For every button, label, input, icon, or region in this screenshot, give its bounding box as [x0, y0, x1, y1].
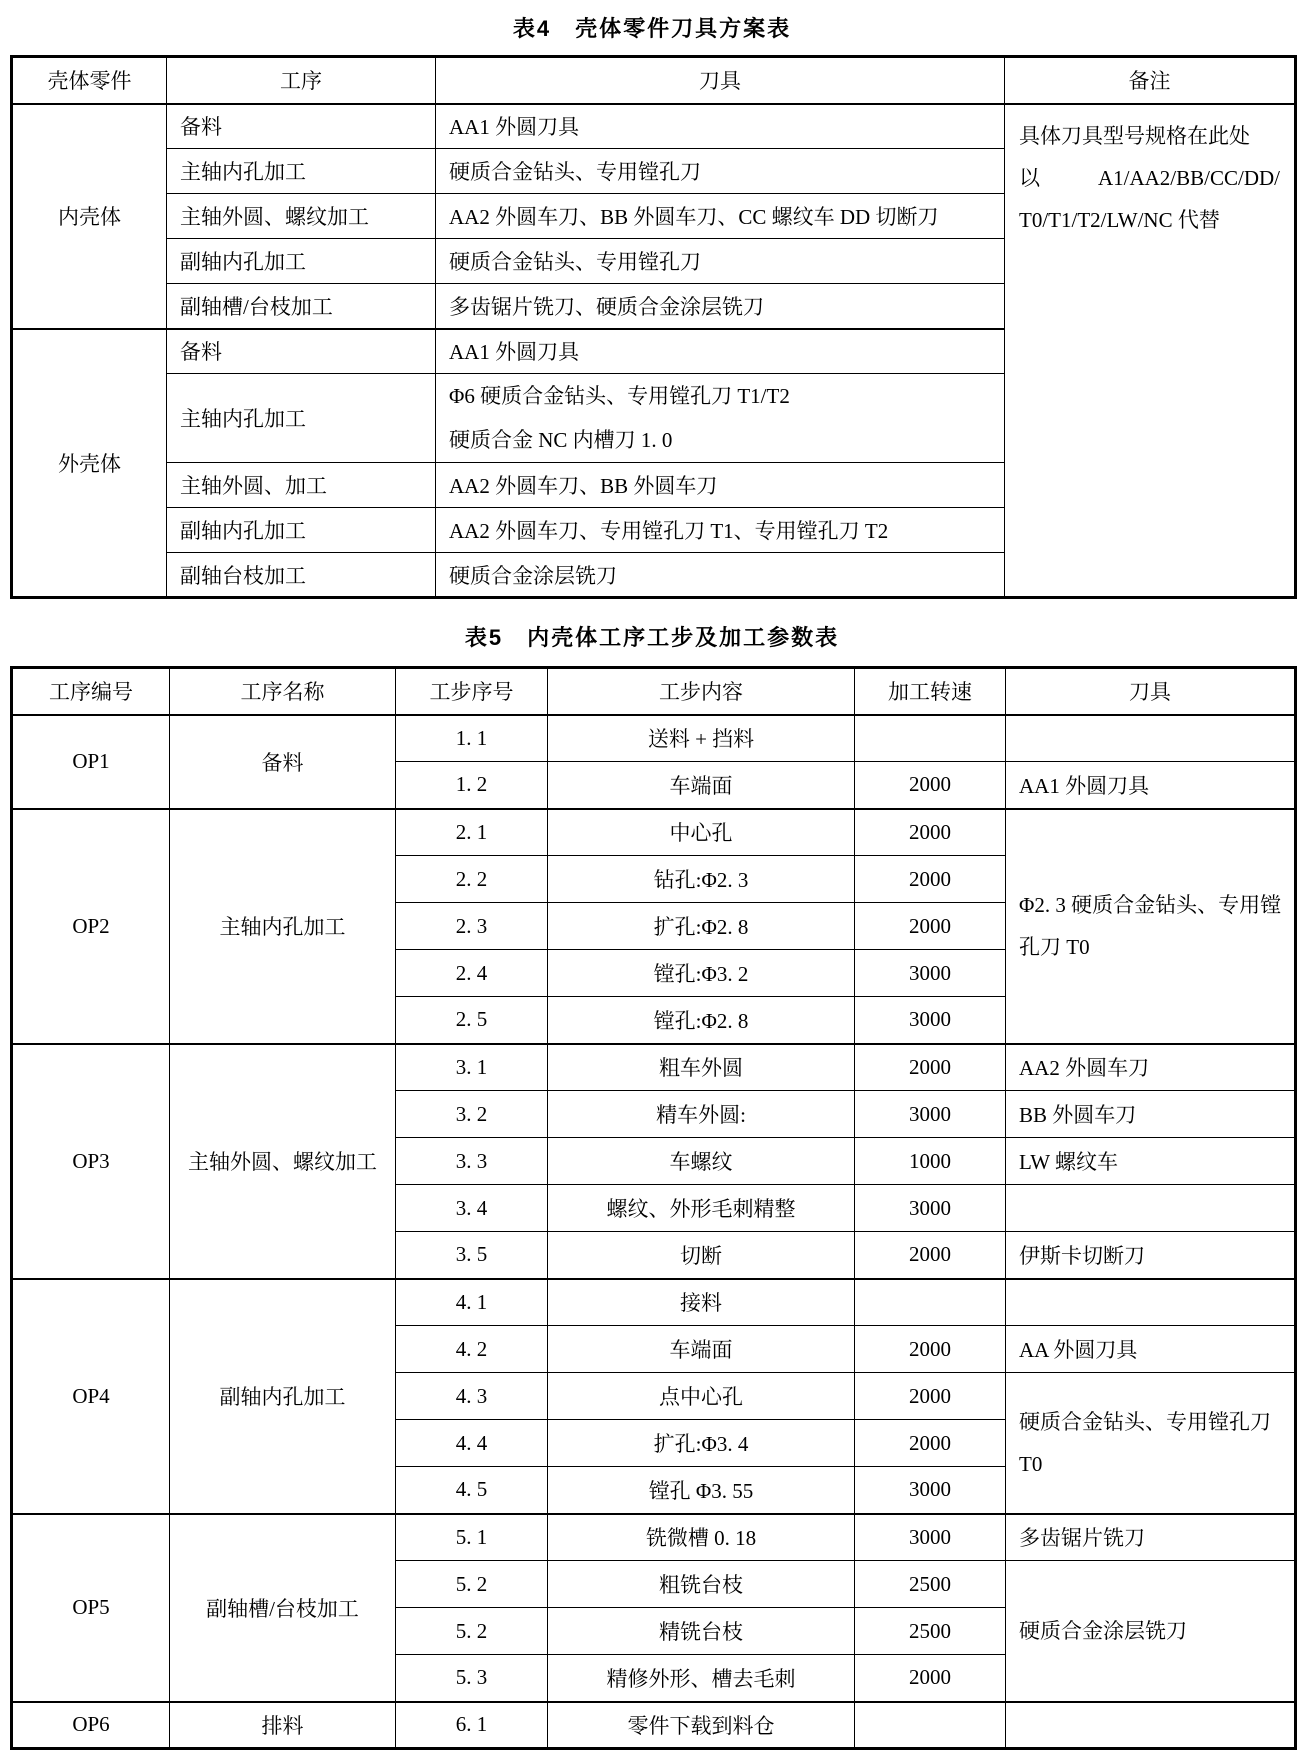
step-content-cell: 粗车外圆: [548, 1044, 855, 1091]
table-row: [12, 1514, 1296, 1561]
op-number-cell: OP4: [12, 1279, 170, 1514]
speed-cell: 3000: [855, 1467, 1006, 1514]
step-no-cell: 2. 3: [396, 903, 548, 950]
speed-cell: 3000: [855, 1514, 1006, 1561]
speed-cell: 2000: [855, 1420, 1006, 1467]
tool-cell: Φ6 硬质合金钻头、专用镗孔刀 T1/T2 硬质合金 NC 内槽刀 1. 0: [436, 374, 1005, 463]
tool-cell: 硬质合金涂层铣刀: [436, 553, 1005, 598]
op-name-cell: 副轴内孔加工: [170, 1279, 396, 1514]
step-no-cell: 2. 5: [396, 997, 548, 1044]
op-number-cell: OP5: [12, 1514, 170, 1702]
process-cell: 副轴内孔加工: [167, 508, 436, 553]
tool-cell: 硬质合金钻头、专用镗孔刀: [436, 239, 1005, 284]
step-content-cell: 切断: [548, 1232, 855, 1279]
speed-cell: 2000: [855, 762, 1006, 809]
speed-cell: 2000: [855, 1326, 1006, 1373]
op-name-cell: 排料: [170, 1702, 396, 1749]
tool-cell: 多齿锯片铣刀、硬质合金涂层铣刀: [436, 284, 1005, 329]
table4-title: 表4 壳体零件刀具方案表: [512, 16, 792, 41]
step-no-cell: 4. 2: [396, 1326, 548, 1373]
op-number-cell: OP6: [12, 1702, 170, 1749]
step-content-cell: 零件下载到料仓: [548, 1702, 855, 1749]
tool-cell: AA2 外圆车刀、BB 外圆车刀: [436, 463, 1005, 508]
table4-header-row: [12, 57, 1296, 104]
step-content-cell: 车端面: [548, 762, 855, 809]
speed-cell: [855, 715, 1006, 762]
speed-cell: [855, 1702, 1006, 1749]
tool-cell: Φ2. 3 硬质合金钻头、专用镗孔刀 T0: [1006, 809, 1296, 1044]
step-content-cell: 车螺纹: [548, 1138, 855, 1185]
table4-tool-plan: [10, 55, 1297, 599]
step-no-cell: 5. 2: [396, 1561, 548, 1608]
speed-cell: [855, 1279, 1006, 1326]
tool-cell: 硬质合金钻头、专用镗孔刀: [436, 149, 1005, 194]
step-no-cell: 1. 2: [396, 762, 548, 809]
step-content-cell: 精铣台枝: [548, 1608, 855, 1655]
process-cell: 主轴内孔加工: [167, 149, 436, 194]
tool-cell: 多齿锯片铣刀: [1006, 1514, 1296, 1561]
process-cell: 副轴台枝加工: [167, 553, 436, 598]
remark-line: 具体刀具型号规格在此处: [1019, 123, 1250, 148]
table-row: [12, 809, 1296, 856]
step-no-cell: 4. 3: [396, 1373, 548, 1420]
step-no-cell: 1. 1: [396, 715, 548, 762]
table5-header-op-no: 工序编号: [12, 668, 170, 715]
table5-header-step-content: 工步内容: [548, 668, 855, 715]
table4-header-remark: 备注: [1005, 57, 1296, 104]
step-content-cell: 粗铣台枝: [548, 1561, 855, 1608]
tool-cell: 硬质合金钻头、专用镗孔刀 T0: [1006, 1373, 1296, 1514]
step-content-cell: 点中心孔: [548, 1373, 855, 1420]
step-no-cell: 4. 5: [396, 1467, 548, 1514]
table4-header-tool: 刀具: [436, 57, 1005, 104]
tool-cell: AA2 外圆车刀、BB 外圆车刀、CC 螺纹车 DD 切断刀: [436, 194, 1005, 239]
tool-cell: [1006, 1279, 1296, 1326]
speed-cell: 3000: [855, 1185, 1006, 1232]
process-cell: 主轴外圆、加工: [167, 463, 436, 508]
tool-cell: AA1 外圆刀具: [1006, 762, 1296, 809]
tool-cell: [1006, 1702, 1296, 1749]
step-content-cell: 镗孔:Φ3. 2: [548, 950, 855, 997]
op-number-cell: OP3: [12, 1044, 170, 1279]
table-row: [12, 1702, 1296, 1749]
step-no-cell: 4. 4: [396, 1420, 548, 1467]
speed-cell: 3000: [855, 1091, 1006, 1138]
step-no-cell: 4. 1: [396, 1279, 548, 1326]
speed-cell: 2000: [855, 903, 1006, 950]
tool-cell: [1006, 715, 1296, 762]
tool-cell: 伊斯卡切断刀: [1006, 1232, 1296, 1279]
speed-cell: 1000: [855, 1138, 1006, 1185]
op-number-cell: OP2: [12, 809, 170, 1044]
step-content-cell: 接料: [548, 1279, 855, 1326]
process-cell: 副轴槽/台枝加工: [167, 284, 436, 329]
table5-header-tool: 刀具: [1006, 668, 1296, 715]
step-content-cell: 镗孔:Φ2. 8: [548, 997, 855, 1044]
step-no-cell: 5. 3: [396, 1655, 548, 1702]
table4-header-process: 工序: [167, 57, 436, 104]
table5-title: 表5 内壳体工序工步及加工参数表: [464, 625, 840, 650]
table5-header-speed: 加工转速: [855, 668, 1006, 715]
speed-cell: 3000: [855, 950, 1006, 997]
tool-cell: [1006, 1185, 1296, 1232]
table-row: [12, 715, 1296, 762]
op-name-cell: 备料: [170, 715, 396, 809]
process-cell: 备料: [167, 329, 436, 374]
process-cell: 主轴内孔加工: [167, 374, 436, 463]
step-content-cell: 扩孔:Φ3. 4: [548, 1420, 855, 1467]
step-no-cell: 3. 4: [396, 1185, 548, 1232]
op-number-cell: OP1: [12, 715, 170, 809]
step-content-cell: 钻孔:Φ2. 3: [548, 856, 855, 903]
step-content-cell: 车端面: [548, 1326, 855, 1373]
table5-header-step-no: 工步序号: [396, 668, 548, 715]
speed-cell: 3000: [855, 997, 1006, 1044]
step-content-cell: 镗孔 Φ3. 55: [548, 1467, 855, 1514]
speed-cell: 2000: [855, 1232, 1006, 1279]
step-content-cell: 送料 + 挡料: [548, 715, 855, 762]
table5-header-op-name: 工序名称: [170, 668, 396, 715]
step-content-cell: 螺纹、外形毛刺精整: [548, 1185, 855, 1232]
step-no-cell: 2. 2: [396, 856, 548, 903]
tool-cell: AA2 外圆车刀: [1006, 1044, 1296, 1091]
step-no-cell: 2. 1: [396, 809, 548, 856]
part-cell: 内壳体: [12, 104, 167, 329]
op-name-cell: 主轴外圆、螺纹加工: [170, 1044, 396, 1279]
step-content-cell: 铣微槽 0. 18: [548, 1514, 855, 1561]
table-row: [12, 1279, 1296, 1326]
speed-cell: 2000: [855, 1044, 1006, 1091]
table5-header-row: [12, 668, 1296, 715]
speed-cell: 2000: [855, 1373, 1006, 1420]
tool-cell: AA2 外圆车刀、专用镗孔刀 T1、专用镗孔刀 T2: [436, 508, 1005, 553]
tool-cell: BB 外圆车刀: [1006, 1091, 1296, 1138]
process-cell: 备料: [167, 104, 436, 149]
tool-cell: AA 外圆刀具: [1006, 1326, 1296, 1373]
op-name-cell: 副轴槽/台枝加工: [170, 1514, 396, 1702]
process-cell: 主轴外圆、螺纹加工: [167, 194, 436, 239]
speed-cell: 2000: [855, 1655, 1006, 1702]
speed-cell: 2000: [855, 856, 1006, 903]
process-cell: 副轴内孔加工: [167, 239, 436, 284]
speed-cell: 2500: [855, 1561, 1006, 1608]
part-cell: 外壳体: [12, 329, 167, 598]
table-row: [12, 104, 1296, 149]
step-no-cell: 3. 1: [396, 1044, 548, 1091]
remark-line: T0/T1/T2/LW/NC 代替: [1019, 207, 1220, 232]
tool-cell: AA1 外圆刀具: [436, 104, 1005, 149]
table4-header-part: 壳体零件: [12, 57, 167, 104]
step-content-cell: 精修外形、槽去毛刺: [548, 1655, 855, 1702]
op-name-cell: 主轴内孔加工: [170, 809, 396, 1044]
speed-cell: 2500: [855, 1608, 1006, 1655]
tool-cell: LW 螺纹车: [1006, 1138, 1296, 1185]
step-content-cell: 扩孔:Φ2. 8: [548, 903, 855, 950]
tool-cell: 硬质合金涂层铣刀: [1006, 1561, 1296, 1702]
remark-line: 以 A1/AA2/BB/CC/DD/: [1019, 165, 1280, 190]
step-content-cell: 中心孔: [548, 809, 855, 856]
step-no-cell: 2. 4: [396, 950, 548, 997]
step-no-cell: 3. 3: [396, 1138, 548, 1185]
step-no-cell: 3. 5: [396, 1232, 548, 1279]
step-content-cell: 精车外圆:: [548, 1091, 855, 1138]
remark-cell: [1005, 104, 1296, 598]
step-no-cell: 5. 2: [396, 1608, 548, 1655]
step-no-cell: 5. 1: [396, 1514, 548, 1561]
speed-cell: 2000: [855, 809, 1006, 856]
step-no-cell: 6. 1: [396, 1702, 548, 1749]
table-row: [12, 1044, 1296, 1091]
table5-process-steps: [10, 666, 1297, 1750]
tool-cell: AA1 外圆刀具: [436, 329, 1005, 374]
step-no-cell: 3. 2: [396, 1091, 548, 1138]
